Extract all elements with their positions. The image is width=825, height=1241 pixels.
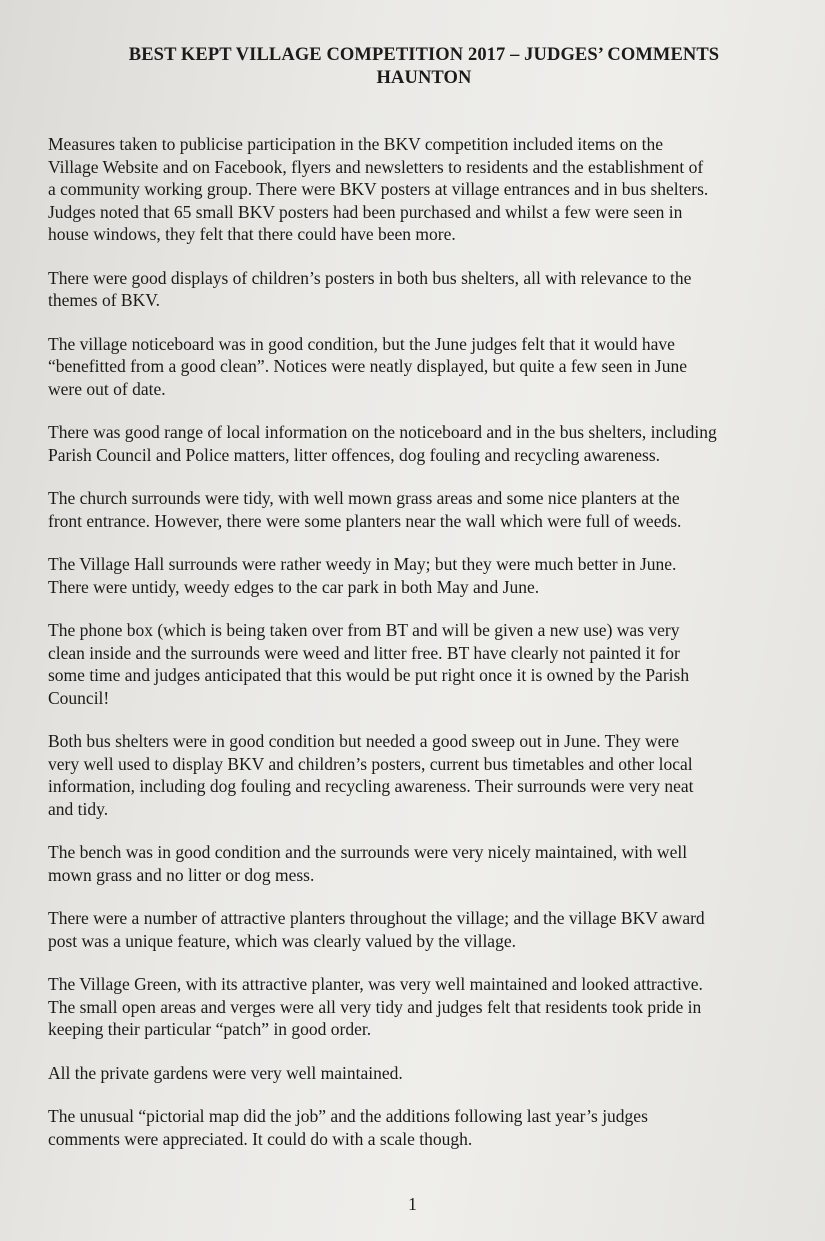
paragraph-line: very well used to display BKV and children’s posters, current bus timetables and other local <box>48 753 693 774</box>
paragraph <box>48 487 818 532</box>
paragraph-line: There were untidy, weedy edges to the car park in both May and June. <box>48 576 540 597</box>
paragraph-line: There were a number of attractive planters throughout the village; and the village BKV award <box>48 908 705 928</box>
paragraph-line: There was good range of local information on the noticeboard and in the bus shelters, including <box>48 422 717 442</box>
paragraph-line: There were good displays of children’s posters in both bus shelters, all with relevance to the <box>48 267 692 288</box>
document-heading <box>0 44 825 90</box>
paragraph-line: Parish Council and Police matters, litter offences, dog fouling and recycling awareness. <box>48 444 661 465</box>
paragraph <box>48 267 818 312</box>
paragraph-line: The bench was in good condition and the surrounds were very nicely maintained, with well <box>48 842 688 862</box>
document-subtitle: HAUNTON <box>376 68 472 88</box>
paragraph-line: post was a unique feature, which was clearly valued by the village. <box>48 930 516 951</box>
paragraph-line: keeping their particular “patch” in good order. <box>48 1019 372 1039</box>
paragraph-line: Council! <box>48 687 110 708</box>
document-title: BEST KEPT VILLAGE COMPETITION 2017 – JUDGES’ COMMENTS <box>128 45 720 65</box>
paragraph-line: The Village Hall surrounds were rather weedy in May; but they were much better in June. <box>48 554 677 574</box>
paragraph <box>48 973 818 1041</box>
paragraph-line: were out of date. <box>48 378 166 399</box>
paragraph-line: Judges noted that 65 small BKV posters had been purchased and whilst a few were seen in <box>48 201 683 222</box>
paragraph-line: The phone box (which is being taken over from BT and will be given a new use) was very <box>48 620 680 640</box>
document-body <box>48 133 818 1171</box>
paragraph-line: clean inside and the surrounds were weed and litter free. BT have clearly not painted it for <box>48 642 680 663</box>
paragraph-line: Measures taken to publicise participation in the BKV competition included items on the <box>48 134 663 154</box>
paragraph <box>48 133 818 246</box>
paragraph-line: themes of BKV. <box>48 290 160 310</box>
paragraph-line: All the private gardens were very well maintained. <box>48 1062 403 1083</box>
paragraph-line: house windows, they felt that there could have been more. <box>48 224 456 244</box>
paragraph-line: and tidy. <box>48 798 109 819</box>
paragraph <box>48 1062 818 1085</box>
paragraph-line: comments were appreciated. It could do with a scale though. <box>48 1128 473 1149</box>
paragraph-line: The small open areas and verges were all very tidy and judges felt that residents took pride in <box>48 996 702 1017</box>
paragraph <box>48 619 818 709</box>
paragraph-line: some time and judges anticipated that this would be put right once it is owned by the Parish <box>48 665 690 685</box>
paragraph-line: The village noticeboard was in good condition, but the June judges felt that it would have <box>48 333 675 354</box>
paragraph <box>48 730 818 820</box>
paragraph <box>48 421 818 466</box>
paragraph <box>48 841 818 886</box>
paragraph-line: Village Website and on Facebook, flyers and newsletters to residents and the establishment of <box>48 156 704 177</box>
paragraph-line: front entrance. However, there were some planters near the wall which were full of weeds. <box>48 510 682 531</box>
paragraph-line: “benefitted from a good clean”. Notices were neatly displayed, but quite a few seen in June <box>48 356 687 376</box>
paragraph <box>48 553 818 598</box>
paragraph-line: The unusual “pictorial map did the job” and the additions following last year’s judges <box>48 1106 648 1126</box>
paragraph-line: Both bus shelters were in good condition but needed a good sweep out in June. They were <box>48 731 679 751</box>
paragraph <box>48 1105 818 1150</box>
paragraph-line: The church surrounds were tidy, with well mown grass areas and some nice planters at the <box>48 488 680 508</box>
paragraph-line: The Village Green, with its attractive planter, was very well maintained and looked attractive. <box>48 974 703 994</box>
paragraph-line: a community working group. There were BKV posters at village entrances and in bus shelters. <box>48 179 709 199</box>
paragraph <box>48 333 818 401</box>
paragraph <box>48 907 818 952</box>
page-number: 1 <box>408 1194 417 1214</box>
paragraph-line: information, including dog fouling and recycling awareness. Their surrounds were very neat <box>48 776 694 796</box>
paragraph-line: mown grass and no litter or dog mess. <box>48 864 315 885</box>
